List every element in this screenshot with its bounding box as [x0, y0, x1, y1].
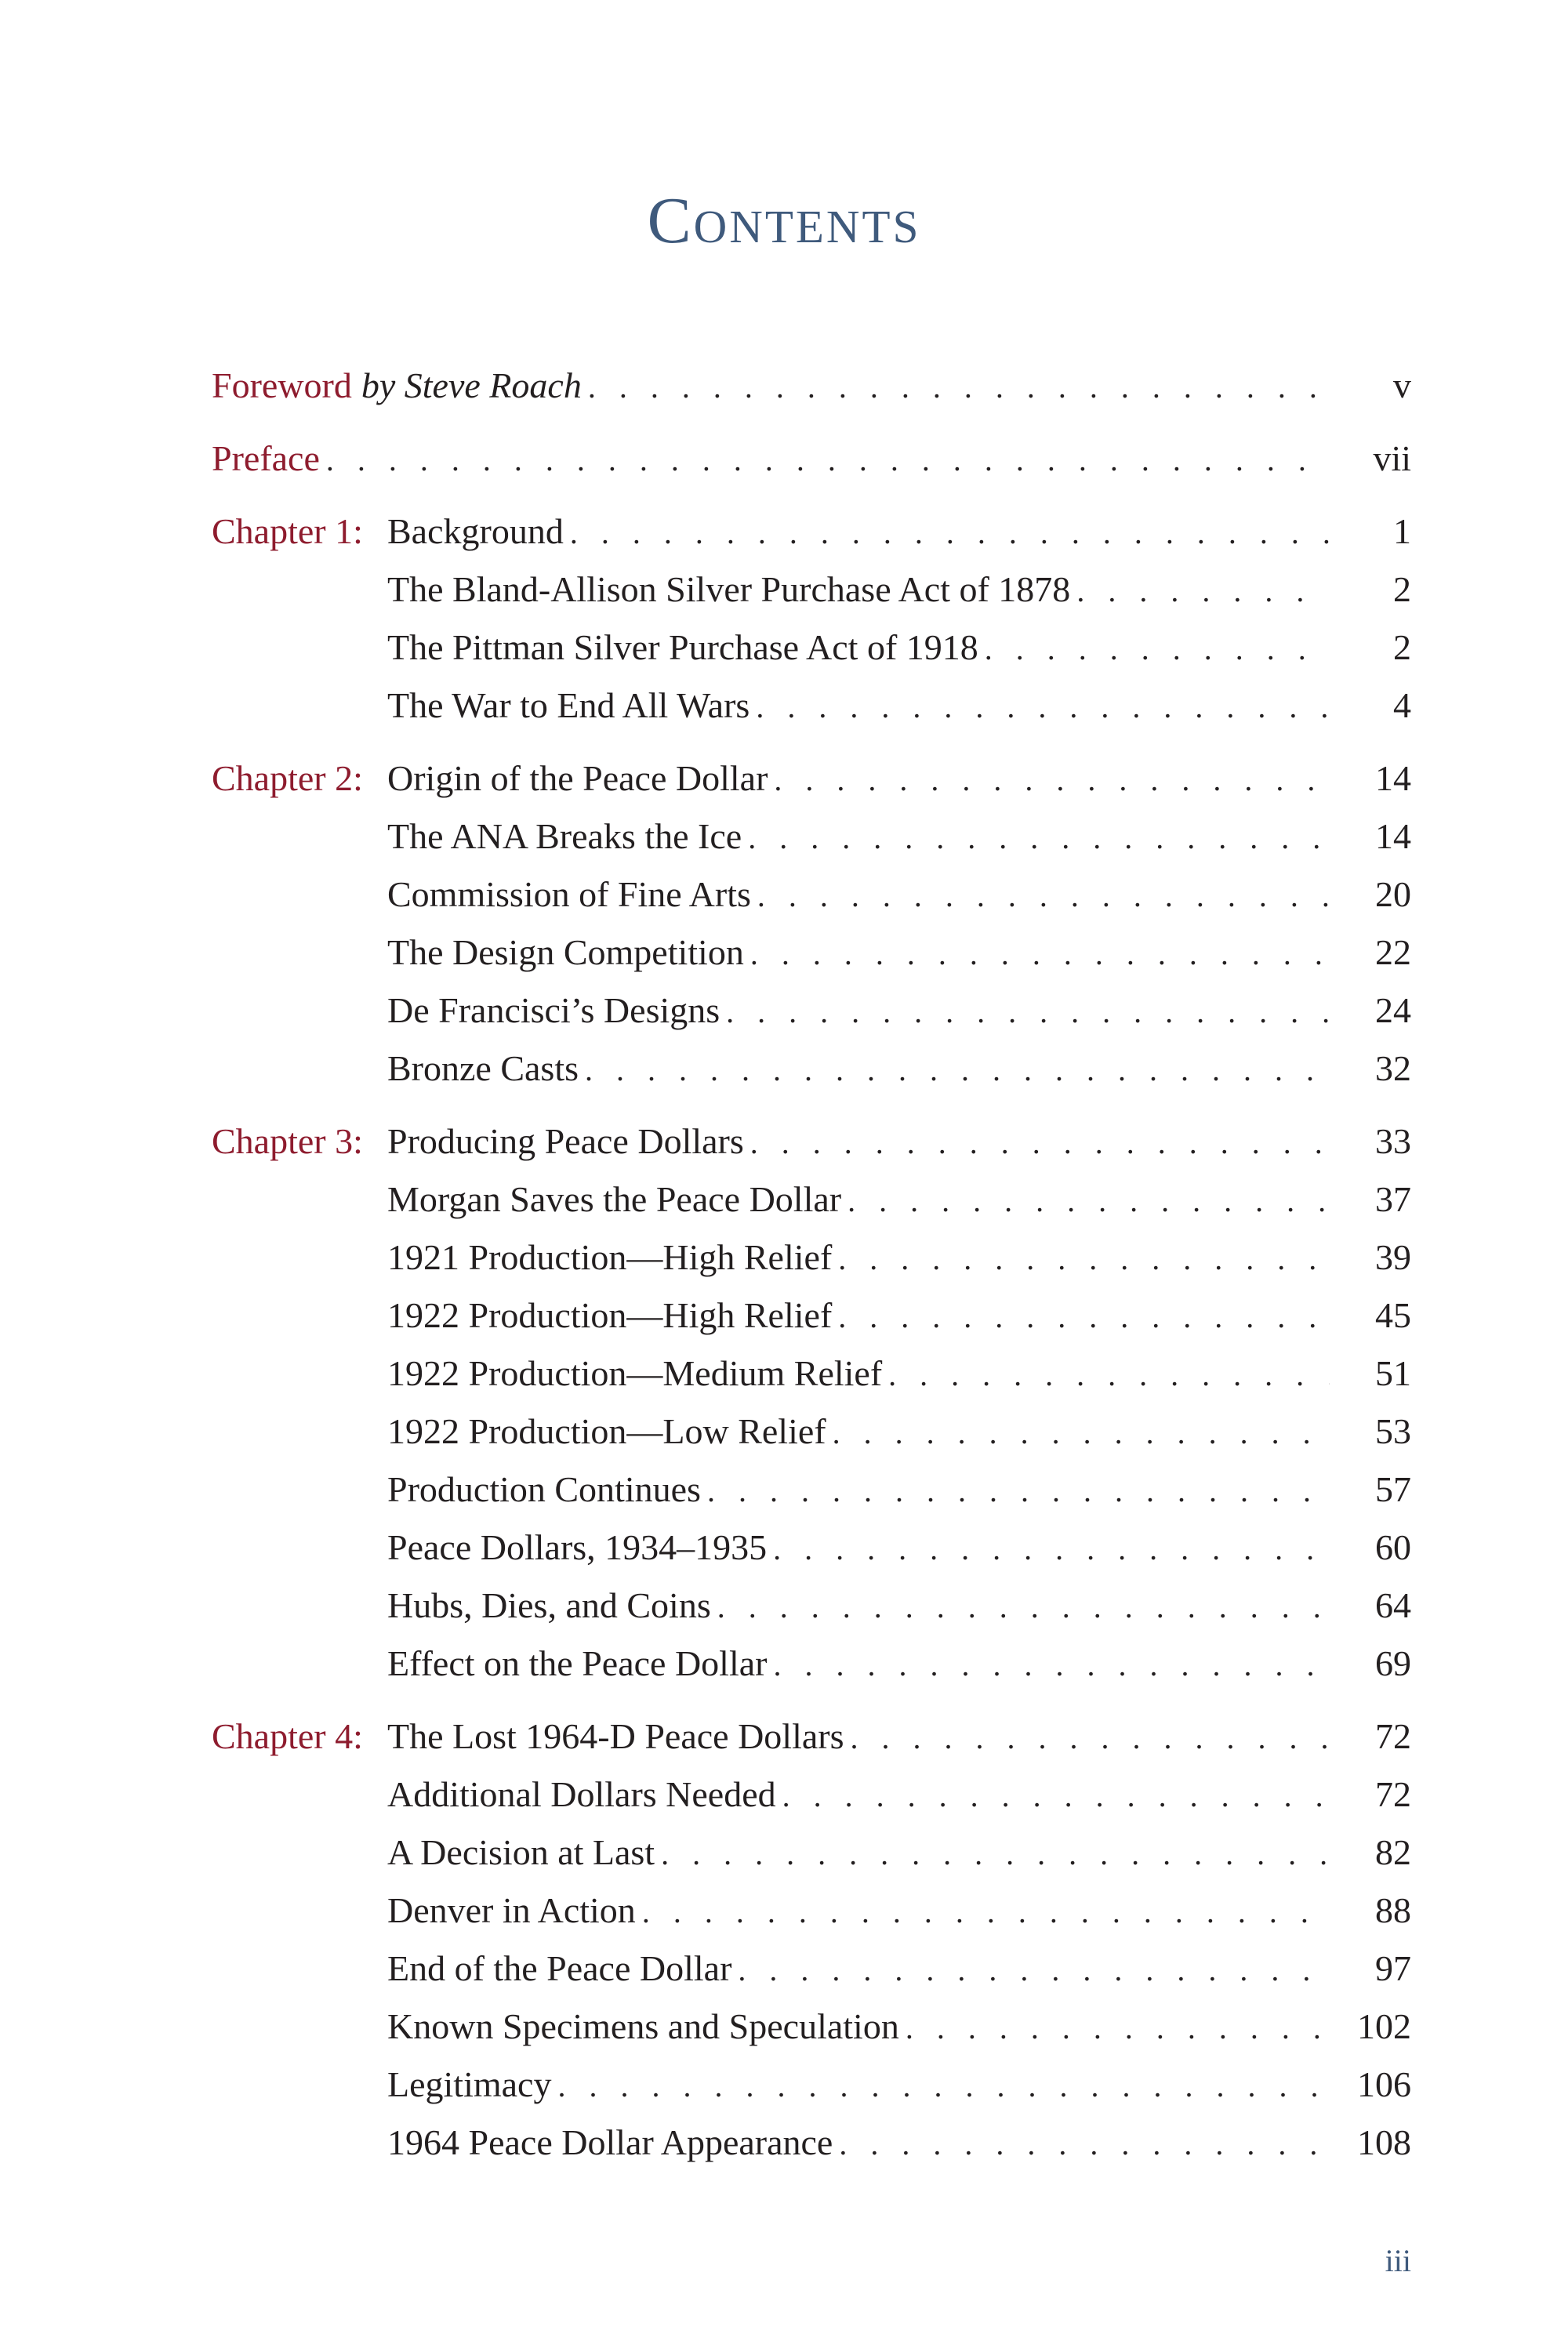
toc-page-number: 51: [1375, 1353, 1411, 1393]
toc-entry-section[interactable]: [212, 1040, 1411, 1098]
dot-leader: [707, 1462, 1330, 1520]
toc-entry-section[interactable]: [212, 1824, 1411, 1882]
dot-leader: [1076, 562, 1330, 620]
toc-entry-title: Hubs, Dies, and Coins: [387, 1585, 711, 1625]
dot-leader: [782, 1767, 1330, 1825]
toc-page-number: 82: [1375, 1832, 1411, 1872]
toc-chapter-2: [212, 750, 1411, 1098]
toc-page-number: 20: [1375, 874, 1411, 914]
toc-entry-section[interactable]: [212, 1882, 1411, 1940]
dot-leader: [774, 751, 1330, 809]
toc-entry-title: A Decision at Last: [387, 1832, 655, 1872]
toc-chapter-3: [212, 1112, 1411, 1693]
toc-entry-section[interactable]: [212, 1635, 1411, 1693]
toc-label: Foreword: [212, 365, 352, 405]
toc-label: Preface: [212, 438, 320, 478]
dot-leader: [756, 678, 1330, 736]
toc-page-number: 53: [1375, 1411, 1411, 1451]
toc-entry-section[interactable]: [212, 924, 1411, 982]
dot-leader: [588, 358, 1330, 416]
toc-label: Chapter 2:: [212, 758, 363, 798]
toc-entry-chapter-4[interactable]: [212, 1708, 1411, 1766]
toc-entry-section[interactable]: [212, 982, 1411, 1040]
toc-page-number: 2: [1393, 627, 1411, 667]
toc-entry-title: Morgan Saves the Peace Dollar: [387, 1179, 842, 1219]
toc-entry-section[interactable]: [212, 677, 1411, 735]
toc-entry-section[interactable]: [212, 1345, 1411, 1403]
toc-chapter-4: [212, 1708, 1411, 2172]
toc-entry-title: 1964 Peace Dollar Appearance: [387, 2122, 833, 2162]
toc-entry-section[interactable]: [212, 808, 1411, 866]
toc-entry-title: The ANA Breaks the Ice: [387, 816, 742, 856]
dot-leader: [661, 1825, 1330, 1883]
toc-page-number: 106: [1357, 2064, 1411, 2104]
toc-page-number: 69: [1375, 1643, 1411, 1683]
toc-entry-title: Legitimacy: [387, 2064, 552, 2104]
toc-entry-title: The Design Competition: [387, 932, 744, 972]
toc-entry-section[interactable]: [212, 1171, 1411, 1229]
toc-page-number: 64: [1375, 1585, 1411, 1625]
toc-page-number: 108: [1357, 2122, 1411, 2162]
dot-leader: [773, 1636, 1330, 1694]
toc-page-number: 60: [1375, 1527, 1411, 1567]
toc-entry-title: Additional Dollars Needed: [387, 1774, 776, 1814]
dot-leader: [748, 809, 1330, 867]
toc-entry-section[interactable]: [212, 1940, 1411, 1998]
dot-leader: [557, 2057, 1330, 2115]
toc-entry-title: Effect on the Peace Dollar: [387, 1643, 768, 1683]
toc-entry-title: 1922 Production—Medium Relief: [387, 1353, 883, 1393]
page-title: Contents: [647, 184, 921, 257]
dot-leader: [585, 1041, 1330, 1099]
toc-label: Chapter 1:: [212, 511, 363, 551]
dot-leader: [888, 1346, 1330, 1404]
toc-entry-title: Production Continues: [387, 1469, 701, 1509]
toc-page-number: 1: [1393, 511, 1411, 551]
dot-leader: [757, 867, 1330, 925]
toc-entry-title: Known Specimens and Speculation: [387, 2006, 899, 2046]
toc-page-number: 14: [1375, 816, 1411, 856]
toc-page-number: vii: [1373, 438, 1411, 478]
toc-entry-title: End of the Peace Dollar: [387, 1948, 732, 1988]
toc-entry-section[interactable]: [212, 2114, 1411, 2172]
toc-page-number: 24: [1375, 990, 1411, 1030]
toc-page-number: 97: [1375, 1948, 1411, 1988]
toc-entry-section[interactable]: [212, 1766, 1411, 1824]
toc-entry-title: 1922 Production—High Relief: [387, 1295, 833, 1335]
toc-front-matter-preface: [212, 430, 1411, 488]
dot-leader: [750, 925, 1330, 983]
toc-page-number: 37: [1375, 1179, 1411, 1219]
toc-page-number: 72: [1375, 1774, 1411, 1814]
toc-page-number: 14: [1375, 758, 1411, 798]
toc-page-number: 102: [1357, 2006, 1411, 2046]
toc-entry-chapter-3[interactable]: [212, 1112, 1411, 1171]
toc-entry-title: The Bland-Allison Silver Purchase Act of 1878: [387, 569, 1071, 609]
dot-leader: [839, 2115, 1330, 2173]
dot-leader: [906, 1999, 1330, 2057]
table-of-contents: [212, 357, 1411, 2187]
toc-page-number: 4: [1393, 685, 1411, 725]
toc-entry-title: The Lost 1964-D Peace Dollars: [387, 1716, 844, 1756]
toc-chapters: [212, 503, 1411, 2172]
dot-leader: [838, 1288, 1330, 1346]
toc-entry-section[interactable]: [212, 1461, 1411, 1519]
dot-leader: [642, 1883, 1330, 1941]
toc-entry-title: 1922 Production—Low Relief: [387, 1411, 826, 1451]
toc-entry-section[interactable]: [212, 866, 1411, 924]
toc-entry-preface[interactable]: [212, 430, 1411, 488]
toc-entry-chapter-2[interactable]: [212, 750, 1411, 808]
toc-entry-section[interactable]: [212, 1403, 1411, 1461]
dot-leader: [848, 1172, 1330, 1230]
toc-entry-title: Producing Peace Dollars: [387, 1121, 744, 1161]
dot-leader: [726, 983, 1330, 1041]
dot-leader: [738, 1941, 1330, 1999]
toc-entry-foreword[interactable]: [212, 357, 1411, 415]
dot-leader: [851, 1709, 1330, 1767]
toc-page-number: 39: [1375, 1237, 1411, 1277]
toc-entry-title: Origin of the Peace Dollar: [387, 758, 768, 798]
toc-entry-title: Denver in Action: [387, 1890, 636, 1930]
toc-chapter-1: [212, 503, 1411, 735]
toc-entry-title: Peace Dollars, 1934–1935: [387, 1527, 768, 1567]
toc-entry-title: The War to End All Wars: [387, 685, 750, 725]
toc-front-matter: [212, 357, 1411, 415]
toc-entry-title: Bronze Casts: [387, 1048, 579, 1088]
dot-leader: [985, 620, 1330, 678]
toc-page-number: 33: [1375, 1121, 1411, 1161]
dot-leader: [570, 504, 1330, 562]
toc-entry-section[interactable]: [212, 1519, 1411, 1577]
toc-entry-title: Commission of Fine Arts: [387, 874, 751, 914]
toc-label: Chapter 3:: [212, 1121, 363, 1161]
dot-leader: [750, 1114, 1330, 1172]
toc-page-number: v: [1393, 365, 1411, 405]
dot-leader: [326, 431, 1330, 489]
toc-entry-section[interactable]: [212, 619, 1411, 677]
toc-entry-section[interactable]: [212, 2056, 1411, 2114]
toc-page-number: 45: [1375, 1295, 1411, 1335]
toc-entry-title: 1921 Production—High Relief: [387, 1237, 833, 1277]
toc-label: Chapter 4:: [212, 1716, 363, 1756]
toc-byline: by Steve Roach: [361, 365, 582, 405]
toc-entry-chapter-1[interactable]: [212, 503, 1411, 561]
dot-leader: [717, 1578, 1330, 1636]
dot-leader: [773, 1520, 1330, 1578]
toc-page-number: 2: [1393, 569, 1411, 609]
toc-entry-title: Background: [387, 511, 564, 551]
toc-entry-section[interactable]: [212, 1287, 1411, 1345]
toc-entry-title: De Francisci’s Designs: [387, 990, 720, 1030]
toc-entry-section[interactable]: [212, 1998, 1411, 2056]
toc-page-number: 57: [1375, 1469, 1411, 1509]
dot-leader: [833, 1404, 1330, 1462]
toc-entry-title: The Pittman Silver Purchase Act of 1918: [387, 627, 978, 667]
toc-entry-section[interactable]: [212, 1577, 1411, 1635]
page-folio: iii: [1385, 2243, 1411, 2278]
toc-page-number: 72: [1375, 1716, 1411, 1756]
toc-page-number: 32: [1375, 1048, 1411, 1088]
toc-page-number: 88: [1375, 1890, 1411, 1930]
toc-entry-section[interactable]: [212, 1229, 1411, 1287]
dot-leader: [838, 1230, 1330, 1288]
toc-entry-section[interactable]: [212, 561, 1411, 619]
toc-page-number: 22: [1375, 932, 1411, 972]
